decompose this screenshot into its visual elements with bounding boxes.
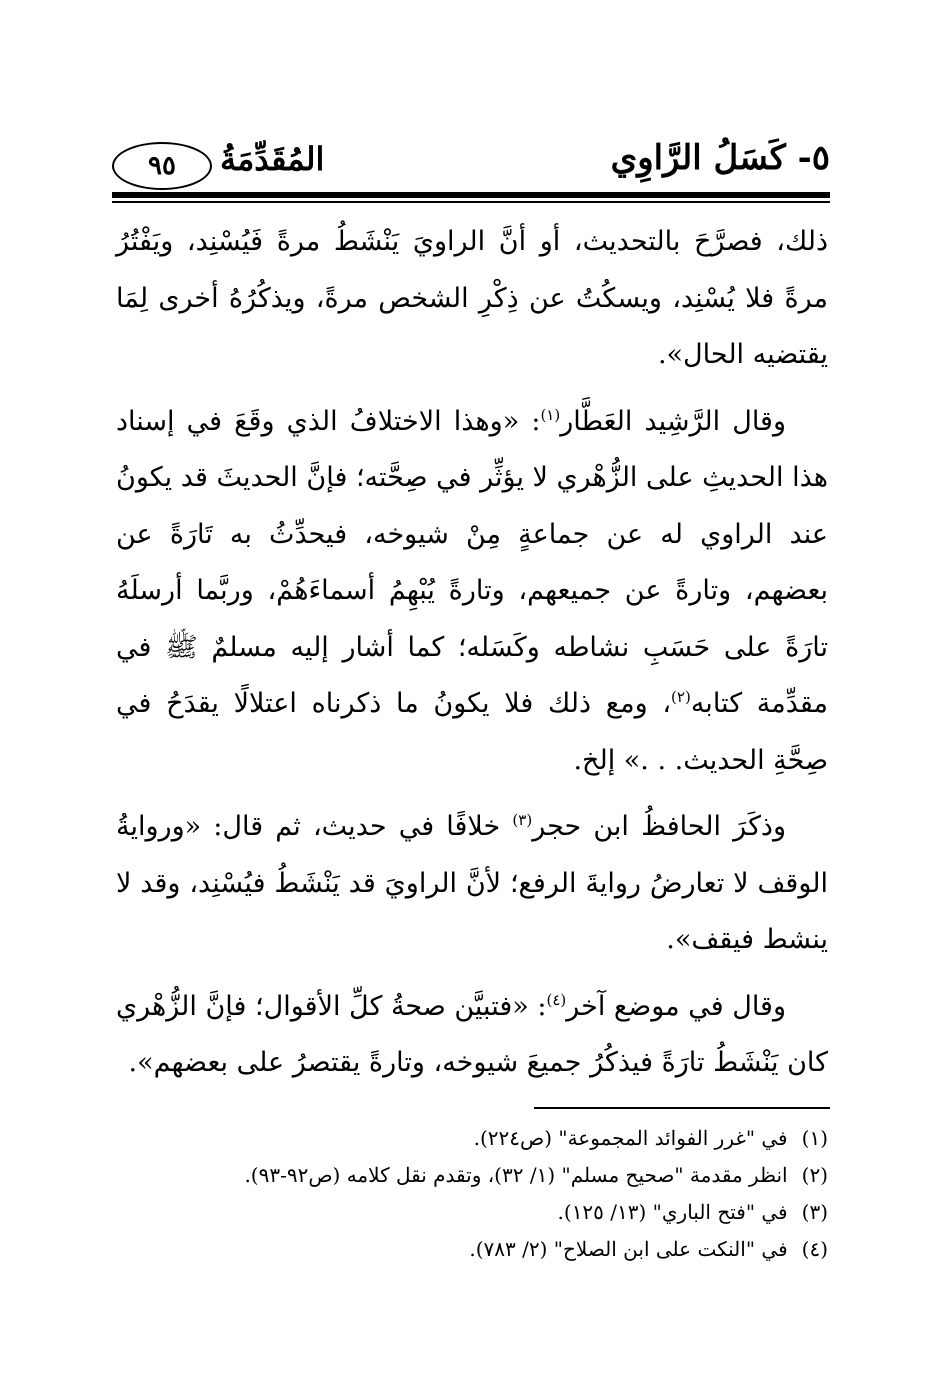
footnote-text: في "النكت على ابن الصلاح" (٢/ ٧٨٣).: [469, 1237, 788, 1261]
paragraph-2-lead: وقال الرَّشِيد العَطَّار: [560, 405, 786, 437]
paragraph-2: [116, 394, 828, 790]
footnote: [116, 1194, 828, 1231]
footnote-number: (٣): [801, 1200, 828, 1224]
paragraph-4: [116, 979, 828, 1092]
footnote-ref-2: (٢): [671, 688, 691, 706]
page-number-badge: [112, 142, 212, 190]
paragraph-2-end: ، ومع ذلك فلا يكونُ ما ذكرناه اعتلالًا يقدَحُ في صِحَّةِ الحديث. . .» إلخ.: [116, 688, 828, 776]
paragraph-3: [116, 799, 828, 969]
paragraph-4-lead: وقال في موضع آخر: [566, 990, 786, 1022]
paragraph-3-quote: خلافًا في حديث، ثم قال: «وروايةُ الوقف لا تعارضُ روايةَ الرفع؛ لأنَّ الراويَ قد يَنْشَطُ فيُسْنِد، وقد لا ينشط فيقف».: [116, 811, 828, 955]
footnote-number: (٢): [801, 1163, 828, 1187]
footnote-number: (٤): [801, 1237, 828, 1261]
header-rule-thin: [112, 201, 830, 203]
footnote-text: انظر مقدمة "صحيح مسلم" (١/ ٣٢)، وتقدم نقل كلامه (ص٩٢-٩٣).: [244, 1163, 788, 1187]
footnote-text: في "فتح الباري" (١٣/ ١٢٥).: [557, 1200, 788, 1224]
paragraph-2-quote: : «وهذا الاختلافُ الذي وقَعَ في إسناد هذا الحديثِ على الزُّهْري لا يؤثِّر في صِحَّته؛ فإنَّ الحديثَ قد يكونُ عند الراوي له عن جماعةٍ مِنْ شيوخه، فيحدِّثُ به تَارَةً عن بعضهم، وتارةً عن جميعهم، وتارةً يُبْهِمُ أسماءَهُمْ، وربَّما أرسلَهُ تارَةً على حَسَبِ نشاطه وكَسَله؛ كما أشار إليه مسلمٌ ﷺ في مقدِّمة كتابه: [116, 405, 828, 719]
footnote: [116, 1157, 828, 1194]
paragraph-4-quote: : «فتبيَّن صحةُ كلِّ الأقوال؛ فإنَّ الزُّهْري كان يَنْشَطُ تارَةً فيذكُرُ جميعَ شيوخه، وتارةً يقتصرُ على بعضهم».: [116, 990, 828, 1078]
footnote-number: (١): [801, 1126, 828, 1150]
paragraph-1: ذلك، فصرَّحَ بالتحديث، أو أنَّ الراويَ يَنْشَطُ مرةً فَيُسْنِد، ويَفْتُرُ مرةً فلا يُسْنِد، ويسكُتُ عن ذِكْرِ الشخص مرةً، ويذكُرُهُ أخرى لِمَا يقتضيه الحال».: [116, 226, 828, 370]
footnote-ref-3: (٣): [512, 811, 533, 829]
page-header: [112, 128, 830, 188]
footnote: [116, 1231, 828, 1268]
header-rule-thick: [112, 192, 830, 198]
footnote-ref-1: (١): [540, 405, 561, 424]
footnote-ref-4: (٤): [546, 990, 567, 1009]
footnote: [116, 1120, 828, 1157]
paragraph-3-lead: وذكَرَ الحافظُ ابن حجر: [532, 811, 786, 842]
footnotes: [116, 1120, 828, 1268]
chapter-title: ٥- كَسَلُ الرَّاوِي: [610, 138, 830, 178]
footnote-text: في "غرر الفوائد المجموعة" (ص٢٢٤).: [473, 1126, 788, 1150]
footnote-separator: [534, 1107, 830, 1109]
section-title: المُقَدِّمَةُ: [220, 140, 325, 178]
main-text: [116, 214, 828, 1092]
page-number: ٩٥: [148, 151, 176, 181]
